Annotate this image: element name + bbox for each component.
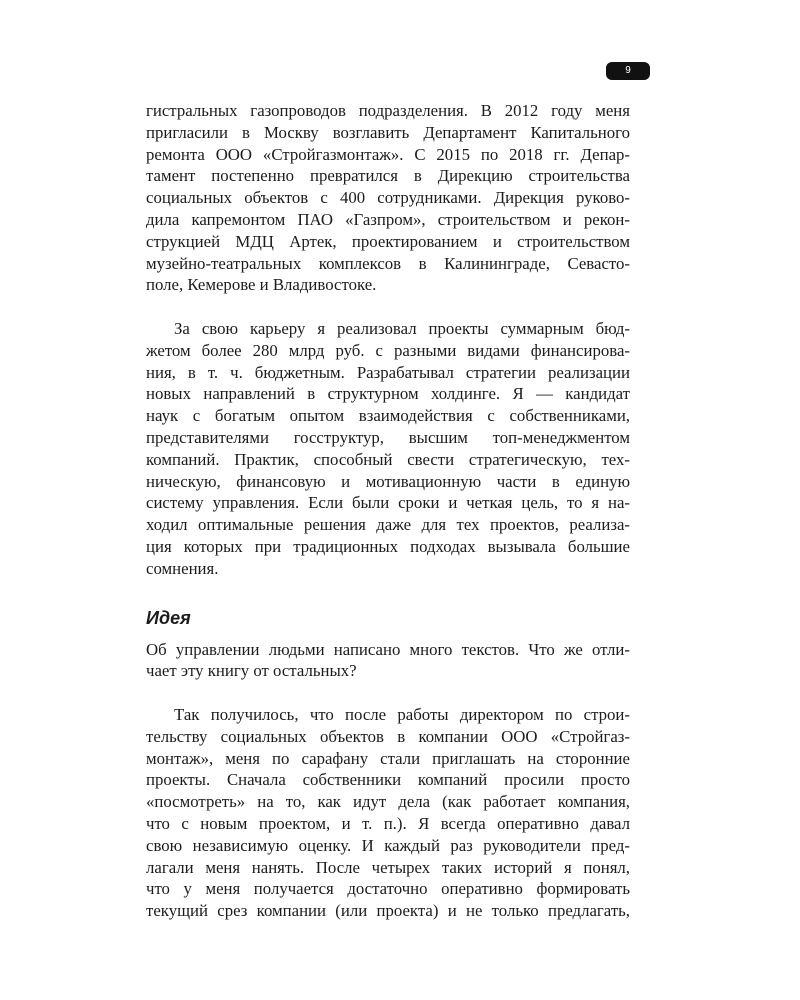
text-line: что у меня получается достаточно оперативно формировать <box>146 879 630 899</box>
text-line: дила капремонтом ПАО «Газпром», строительством и рекон- <box>146 209 630 229</box>
text-line: свою независимую оценку. И каждый раз руководители пред- <box>146 835 630 855</box>
text-line: представителями госструктур, высшим топ-менеджментом <box>146 427 630 447</box>
page-number-badge: 9 <box>606 62 650 80</box>
text-line: социальных объектов с 400 сотрудниками. Дирекция руково- <box>146 188 630 208</box>
text-line: чает эту книгу от остальных? <box>146 661 357 681</box>
text-column <box>146 100 630 922</box>
text-line: наук с богатым опытом взаимодействия с собственниками, <box>146 406 630 426</box>
paragraph-career-achievements <box>146 318 630 580</box>
text-line: жетом более 280 млрд руб. с разными видами финансирова- <box>146 340 630 360</box>
section-heading-idea: Идея <box>146 607 191 628</box>
paragraph-spacer <box>146 296 630 318</box>
text-line: текущий срез компании (или проекта) и не только предлагать, <box>146 901 630 921</box>
paragraph-spacer <box>146 682 630 704</box>
text-line: ремонта ООО «Стройгазмонтаж». С 2015 по 2018 гг. Депар- <box>146 144 630 164</box>
text-line: систему управления. Если были сроки и четкая цель, то я на- <box>146 493 630 513</box>
text-line: Так получилось, что после работы директором по строи- <box>174 704 630 724</box>
text-line: поле, Кемерове и Владивостоке. <box>146 275 377 295</box>
text-line: лагали меня нанять. После четырех таких историй я понял, <box>146 857 630 877</box>
text-line: монтаж», меня по сарафану стали приглашать на сторонние <box>146 748 630 768</box>
text-line: пригласили в Москву возглавить Департамент Капитального <box>146 122 630 142</box>
text-line: ния, в т. ч. бюджетным. Разрабатывал стратегии реализации <box>146 362 630 382</box>
text-line: новых направлений в структурном холдинге. Я — кандидат <box>146 384 630 404</box>
text-line: тамент постепенно превратился в Дирекцию строительства <box>146 166 630 186</box>
paragraph-origin-story <box>146 704 630 922</box>
paragraph-book-question <box>146 639 630 683</box>
text-line: струкцией МДЦ Артек, проектированием и строительством <box>146 231 630 251</box>
text-line: тельству социальных объектов в компании ООО «Стройгаз- <box>146 726 630 746</box>
text-line: ция которых при традиционных подходах вызывала большие <box>146 536 630 556</box>
text-line: музейно-театральных комплексов в Калининграде, Севасто- <box>146 253 630 273</box>
text-line: ходил оптимальные решения даже для тех проектов, реализа- <box>146 515 630 535</box>
text-line: Об управлении людьми написано много текстов. Что же отли- <box>146 639 630 659</box>
text-line: что с новым проектом, и т. п.). Я всегда оперативно давал <box>146 813 630 833</box>
text-line: «посмотреть» на то, как идут дела (как работает компания, <box>146 792 630 812</box>
text-line: компаний. Практик, способный свести стратегическую, тех- <box>146 449 630 469</box>
text-line: ническую, финансовую и мотивационную части в единую <box>146 471 630 491</box>
text-line: сомнения. <box>146 558 219 578</box>
paragraph-career-history <box>146 100 630 296</box>
text-line: проекты. Сначала собственники компаний просили просто <box>146 770 630 790</box>
text-line: За свою карьеру я реализовал проекты суммарным бюд- <box>174 318 630 338</box>
text-line: гистральных газопроводов подразделения. В 2012 году меня <box>146 101 630 120</box>
